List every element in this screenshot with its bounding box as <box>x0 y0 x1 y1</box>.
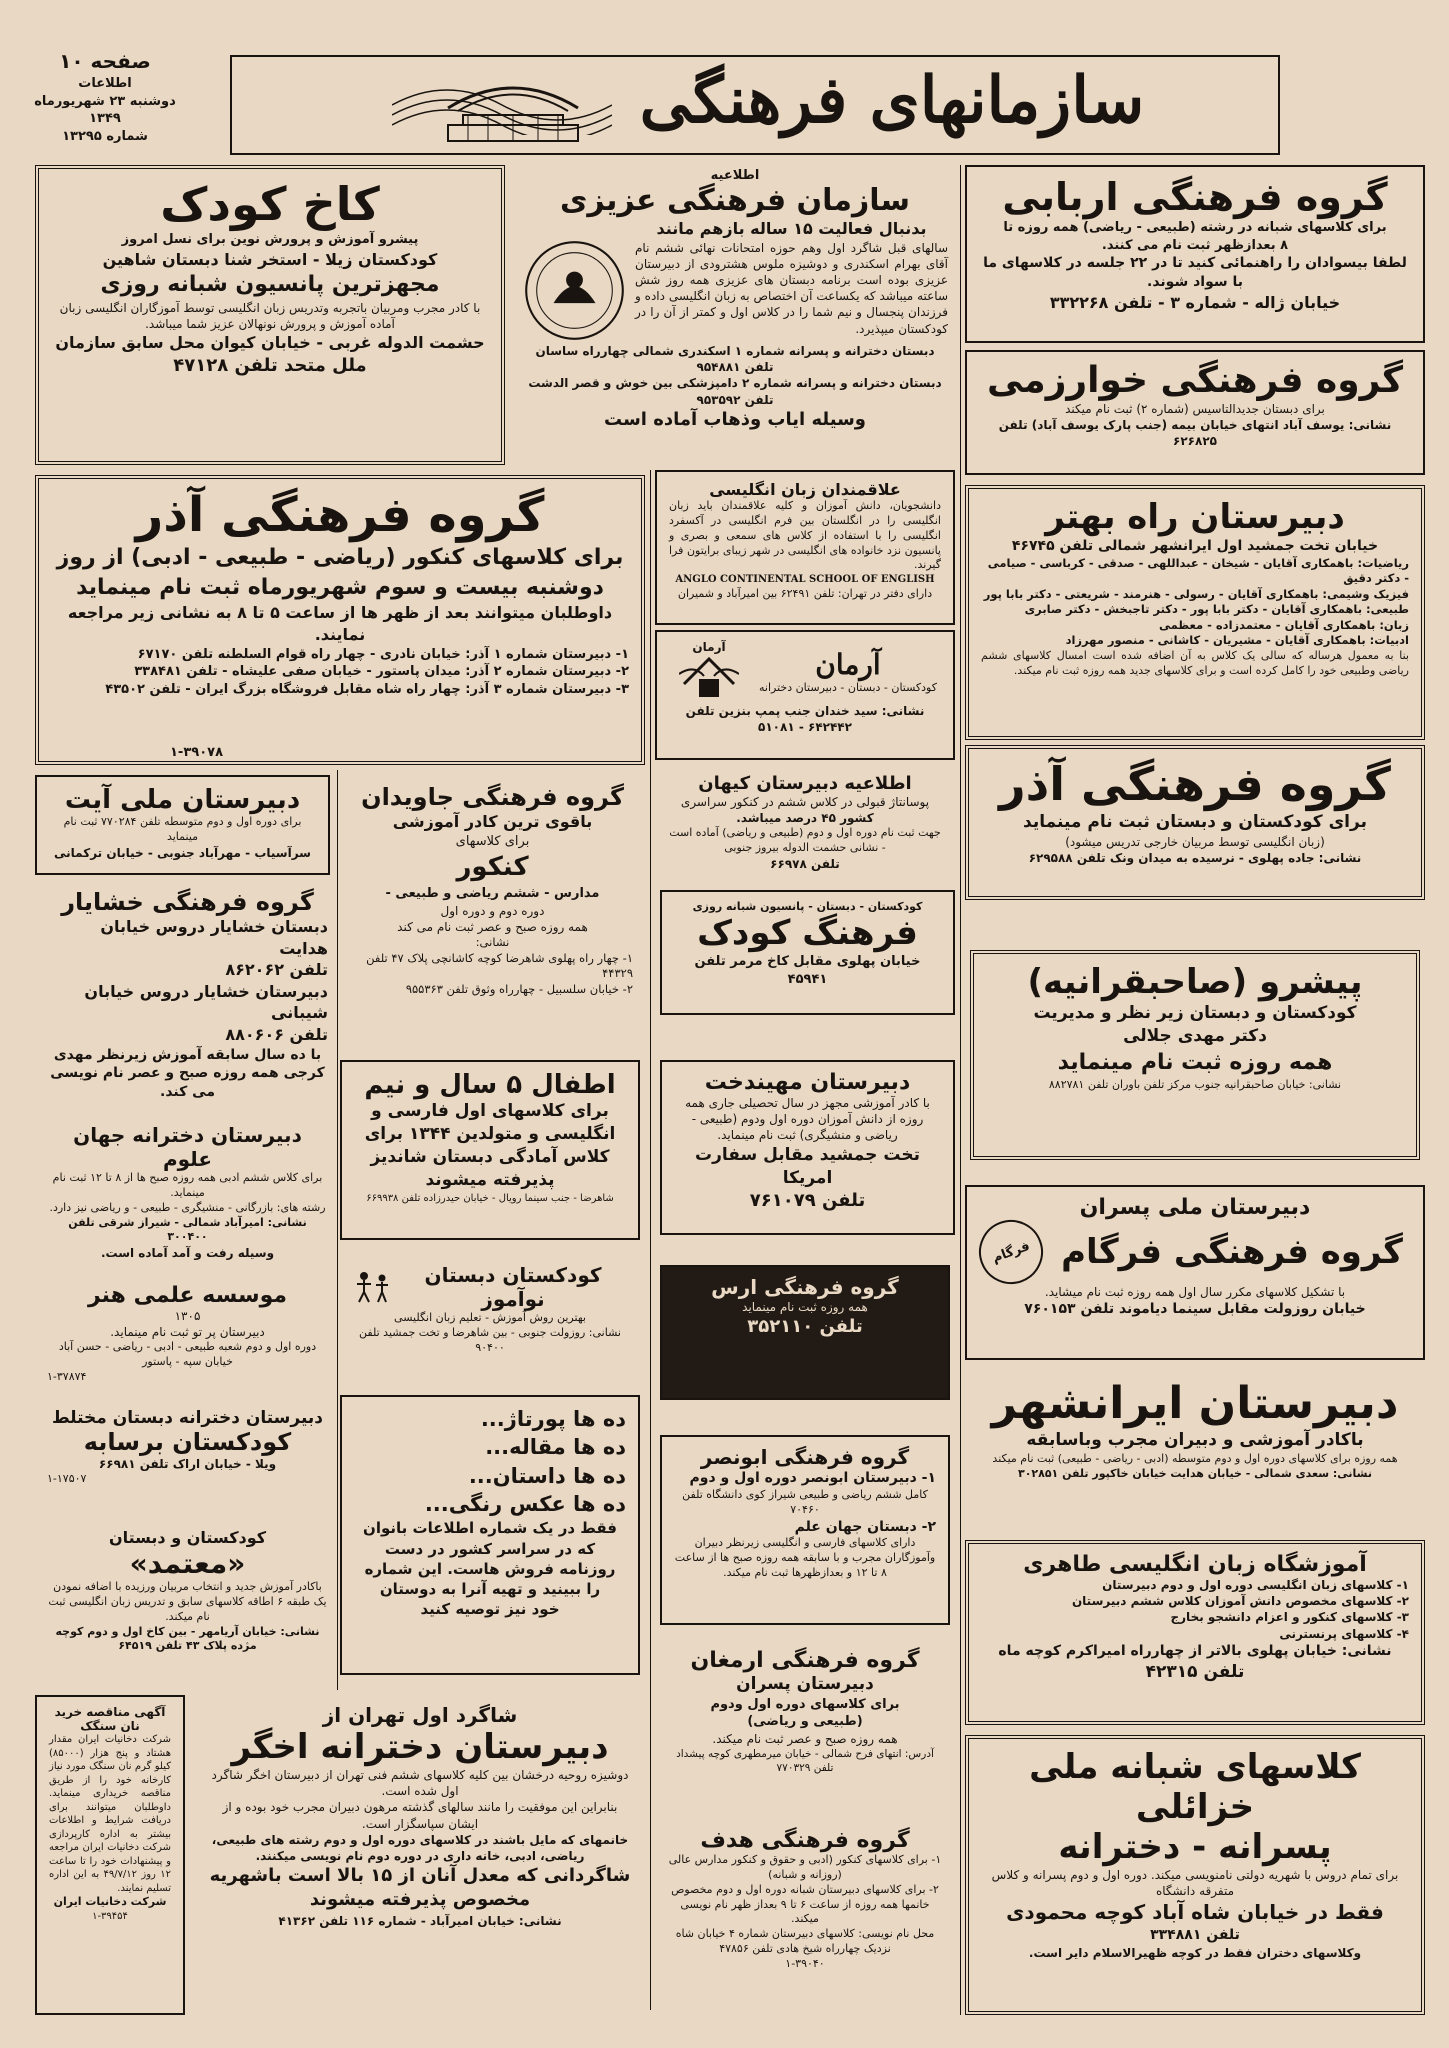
atfal-line5: شاهرضا - جنب سینما رویال - خیابان حیدرزاده تلفن ۶۶۹۹۳۸ <box>366 1192 614 1204</box>
motamed-head: کودکستان و دبستان <box>108 1528 267 1547</box>
english-body: دانشجویان، دانش آموزان و کلیه علاقمندان باید زبان انگلیسی را در انگلستان بین فرم انگلیسی در آکسفرد انگلیسی را با استفاده از کلاس های سمعی و بصری و پانسیون نزد خانواده های انگلیسی در شهر زیبای برایتون فرا گیرند. <box>669 499 941 572</box>
banner-title: گروه فرهنگی ارس <box>711 1275 899 1299</box>
dahha-line3: روزنامه فروش هاست. این شماره <box>364 1559 616 1578</box>
armaghan-title: گروه فرهنگی ارمغان <box>690 1648 920 1673</box>
hadaf-line1: ۱- برای کلاسهای کنکور (ادبی و حقوق و کنکور مدارس عالی (روزانه و شبانه) <box>668 1853 942 1881</box>
iranshahr-line2: همه روزه برای کلاسهای دوره اول و دوم متوسطه (ادبی - ریاضی - طبیعی) ثبت نام میکند <box>992 1451 1398 1465</box>
dahha-line5: خود نیز توصیه کنید <box>420 1600 560 1619</box>
rah-line4: طبیعی: باهمکاری آقایان - دکتر بابا پور - دکتر تاجبخش - دکتر صابری <box>1024 602 1409 617</box>
ad-arbabi <box>965 165 1425 343</box>
barsabe-line1: ویلا - خیابان اراک تلفن ۶۶۹۸۱ <box>98 1457 277 1471</box>
banner-line2: تلفن ۳۵۲۱۱۰ <box>747 1316 863 1338</box>
ad-akhgar <box>195 1695 645 2015</box>
ad-armaan <box>655 630 955 760</box>
azar1-code: ۱-۳۹۰۷۸ <box>170 745 224 760</box>
dahha-line2: که در سراسر کشور در دست <box>384 1539 596 1558</box>
tender-body: شرکت دخانیات ایران مقدار هشتاد و پنج هزار (۸۵۰۰۰) کیلو گرم نان سنگک مورد نیاز کارخانه خود را از طریق مناقصه خریداری مینماید. داوطلبان میتوانند برای دریافت شرایط و اطلاعات بیشتر به اداره کارپردازی شرکت دخانیات ایران مراجعه و پیشنهادات خود را تا ساعت ۱۲ روز ۴۹/۷/۱۲ به این اداره تسلیم نمایند. <box>49 1734 171 1894</box>
barsabe-title2: کودکستان برسابه <box>83 1428 292 1456</box>
javidan-line7: ۱- چهار راه پهلوی شاهرضا کوچه کاشانچی پلاک ۴۷ تلفن ۴۴۳۲۹ <box>366 950 633 981</box>
sahebqaranieh-line4: نشانی: خیابان صاحبقرانیه جنوب مرکز تلفن باوران تلفن ۸۸۲۷۸۱ <box>1048 1077 1342 1091</box>
jahan-line4: وسیله رفت و آمد آماده است. <box>100 1246 275 1261</box>
pesaran-title: دبیرستان ملی پسران <box>1079 1195 1311 1220</box>
armaghan-line4: همه روزه صبح و عصر ثبت نام میکند. <box>712 1732 898 1747</box>
khazaeli-title2: پسرانه - دخترانه <box>1058 1827 1332 1867</box>
rah-line5: زبان: باهمکاری آقایان - معتمدزاده - معظمی <box>1158 617 1409 632</box>
honar-title: موسسه علمی هنر <box>87 1283 288 1308</box>
akhgar-line1: دوشیزه روحیه درخشان بین کلیه کلاسهای ششم فنی تهران از دبیرستان اخگر شاگرد اول شده است. <box>211 1768 629 1799</box>
issue-number: شماره ۱۳۲۹۵ <box>62 128 148 144</box>
ad-khashayar <box>35 880 340 1110</box>
kharazmi-line1: برای دبستان جدیدالتاسیس (شماره ۲) ثبت نام میکند <box>1065 402 1325 416</box>
masthead-info <box>30 48 180 145</box>
arbabi-title: گروه فرهنگی اربابی <box>1002 175 1388 219</box>
akhgar-title-pre: شاگرد اول تهران از <box>322 1703 518 1727</box>
arbabi-line3: لطفا بیسوادان را راهنمائی کنید تا در ۲۲ جلسه در کلاسهای ما با سواد شوند. <box>983 255 1407 290</box>
noamooz-line1: بهترین روش آموزش - تعلیم زبان انگلیسی <box>394 1311 586 1324</box>
english-school: ANGLO CONTINENTAL SCHOOL OF ENGLISH <box>675 574 935 586</box>
banner-line1: همه روزه ثبت نام مینماید <box>742 1300 868 1314</box>
sahebqaranieh-line1: کودکستان و دبستان زیر نظر و مدیریت <box>1033 1003 1357 1023</box>
azar2-line2: (زبان انگلیسی توسط مربیان خارجی تدریس میشود) <box>1065 834 1325 849</box>
azar2-title: گروه فرهنگی آذر <box>999 757 1391 811</box>
khashayar-line2: تلفن ۸۶۲۰۶۲ <box>225 960 328 980</box>
noamooz-line2: نشانی: روزولت جنوبی - بین شاهرضا و تخت جمشید تلفن ۹۰۴۰۰ <box>359 1325 621 1354</box>
ad-hadaf <box>655 1820 955 2015</box>
ad-motamed <box>35 1520 340 1690</box>
ad-taheri <box>965 1540 1425 1725</box>
javidan-line5: دوره دوم و دوره اول <box>440 903 545 918</box>
khashayar-line5: با ده سال سابقه آموزش زیرنظر مهدی کرجی همه روزه صبح و عصر نام نویسی می کند. <box>50 1046 325 1101</box>
tender-sign: شرکت دخانیات ایران <box>53 1895 167 1908</box>
kayhan-line4: تلفن ۶۶۹۷۸ <box>770 857 840 872</box>
honar-year: ۱۳۰۵ <box>174 1309 201 1323</box>
dahha-item2: ده ها مقاله... <box>485 1435 626 1460</box>
ad-atfal <box>340 1060 640 1240</box>
javidan-line3: کنکور <box>456 852 529 883</box>
motamed-line1: باکادر آموزش جدید و انتخاب مربیان ورزیده با اضافه نمودن یک طبقه ۶ اطاقه کلاسهای سابق و تدریس زبان انگلیسی ثبت نام میکند. <box>48 1580 327 1623</box>
barsabe-title: دبیرستان دخترانه دبستان مختلط <box>51 1408 324 1428</box>
kakh-line4: با کادر مجرب ومربیان باتجربه وتدریس زبان انگلیسی توسط آموزگاران انگلیسی زبان آماده آموزش و پرورش نونهالان عزیز شما میباشد. <box>59 300 481 332</box>
armaan-logo <box>679 654 739 699</box>
armaan-line1: نشانی: سید خندان جنب پمپ بنزین تلفن ۶۴۲۴۴۲ - ۵۱۰۸۱ <box>685 704 925 735</box>
taheri-title: آموزشگاه زبان انگلیسی طاهری <box>1023 1552 1367 1577</box>
iranshahr-line3: نشانی: سعدی شمالی - خیابان هدایت خیابان خاکپور تلفن ۳۰۲۸۵۱ <box>1017 1466 1373 1480</box>
arbabi-line1: برای کلاسهای شبانه در رشته (طبیعی - ریاضی) همه روزه تا <box>1003 220 1387 235</box>
atfal-line3: کلاس آمادگی دبستان شاندیز <box>370 1146 610 1167</box>
javidan-title: گروه فرهنگی جاویدان <box>361 783 624 811</box>
ayat-title: دبیرستان ملی آیت <box>64 785 301 815</box>
ad-kharazmi <box>965 350 1425 475</box>
kayhan-line1: پوسانتاژ قبولی در کلاس ششم در کنکور سراسری <box>680 795 930 809</box>
taheri-line2: ۲- کلاسهای مخصوص دانش آموزان کلاس ششم دبیرستان <box>1071 1594 1409 1609</box>
khazaeli-line3: تلفن ۳۳۴۸۸۱ <box>1150 1927 1240 1944</box>
paper-name: اطلاعات <box>78 76 132 91</box>
akhgar-line4: شاگردانی که معدل آنان از ۱۵ بالا است باشهریه <box>209 1865 631 1887</box>
abunasr-title: گروه فرهنگی ابونصر <box>700 1445 910 1469</box>
ad-barsabe <box>35 1400 340 1515</box>
ad-honar <box>35 1275 340 1395</box>
pesaran-line1: با تشکیل کلاسهای مکرر سال اول همه روزه ثبت نام میشاید. <box>1044 1285 1346 1299</box>
atfal-title: اطفال ۵ سال و نیم <box>364 1070 616 1100</box>
javidan-line6: همه روزه صبح و عصر ثبت نام می کند <box>397 919 588 934</box>
kudak-line1: خیابان پهلوی مقابل کاخ مرمر تلفن ۴۵۹۴۱ <box>694 954 921 987</box>
dahha-item1: ده ها پورتاژ... <box>480 1407 626 1431</box>
rah-line7: بنا به معمول هرساله که سالی یک کلاس به آن اضافه شده است امسال کلاسهای ششم ریاضی وطبیعی خود را کامل کرده است و برای کلاسهای جدید همه روزه ثبت نام میکند. <box>981 648 1409 677</box>
taheri-line4: ۴- کلاسهای پرنسترنی <box>1279 1626 1409 1641</box>
english-title: علاقمندان زبان انگلیسی <box>709 480 901 499</box>
abunasr-line2: ۲- دبستان جهان علم <box>794 1518 936 1535</box>
pesaran-title2: گروه فرهنگی فرگام <box>1061 1232 1403 1272</box>
fargam-logo <box>970 1211 1052 1293</box>
motamed-title: «معتمد» <box>129 1547 246 1580</box>
javidan-line8: ۲- خیابان سلسبیل - چهارراه وثوق تلفن ۹۵۵۳۶۳ <box>405 981 633 996</box>
armaghan-line2: برای کلاسهای دوره اول ودوم <box>710 1696 900 1712</box>
armaan-sub: کودکستان - دبستان - دبیرستان دخترانه <box>759 680 937 694</box>
taheri-line6: تلفن ۴۲۳۱۵ <box>1145 1661 1245 1682</box>
fargam-logo-text: فرگام <box>990 1238 1032 1266</box>
hadaf-line2: ۲- برای کلاسهای دبیرستان شبانه دوره اول و دوم مخصوص خانمها همه روزه از ساعت ۶ تا ۹ بعداز ظهر نام نویسی میکند. <box>671 1882 939 1926</box>
column-rule <box>650 470 651 2010</box>
armaghan-line5: آدرس: انتهای فرح شمالی - خیابان میرمطهری کوچه پیشداد تلفن ۷۷۰۳۲۹ <box>676 1748 934 1775</box>
akhgar-line6: نشانی: خیابان امیرآباد - شماره ۱۱۶ تلفن ۴۱۳۶۲ <box>278 1913 562 1928</box>
ad-jahan-oloom <box>35 1115 340 1265</box>
abunasr-line1: ۱- دبیرستان ابونصر دوره اول و دوم <box>689 1470 936 1486</box>
kudak-title: فرهنگ کودک <box>697 913 918 953</box>
azizi-transport: وسیله ایاب وذهاب آماده است <box>604 408 866 430</box>
ayat-line1: برای دوره اول و دوم متوسطه تلفن ۷۷۰۲۸۴ ثبت نام مینماید <box>63 815 302 843</box>
azizi-logo <box>522 238 627 343</box>
ad-mahindokht <box>660 1060 955 1235</box>
column-rule <box>960 165 961 2015</box>
kakh-title: کاخ کودک <box>160 177 380 231</box>
ad-azar-kindergarten <box>965 745 1425 900</box>
ad-javidan <box>340 775 645 1045</box>
ayat-line2: سرآسیاب - مهرآباد جنوبی - خیابان ترکمانی <box>54 845 311 860</box>
page-number: صفحه ۱۰ <box>59 49 151 73</box>
masthead-title: سازمانهای فرهنگی <box>639 63 1145 138</box>
armaghan-line1: دبیرستان پسران <box>736 1674 874 1694</box>
tender-code: ۱-۳۹۴۵۴ <box>92 1910 128 1922</box>
kudak-head: کودکستان - دبستان - پانسیون شبانه روزی <box>692 900 923 913</box>
arbabi-line2: ۸ بعدازظهر ثبت نام می کنند. <box>1101 237 1289 253</box>
ad-sahebqaranieh <box>970 950 1420 1160</box>
column-rule <box>337 770 338 1690</box>
akhgar-line3: خانمهای که مایل باشند در کلاسهای دوره اول و دوم رشته های طبیعی، ریاضی، ادبی، خانه داری در دوره دوم نام نویسی میکنند. <box>211 1832 629 1863</box>
honar-line2: دوره اول و دوم شعبه طبیعی - ادبی - ریاضی - حسن آباد <box>58 1340 317 1354</box>
ad-tender <box>35 1695 185 2015</box>
kakh-line6: ملل متحد تلفن ۴۷۱۲۸ <box>173 354 367 376</box>
rah-title: دبیرستان راه بهتر <box>1045 497 1345 537</box>
akhgar-line5: مخصوص پذیرفته میشوند <box>309 1889 531 1911</box>
azar1-address1: ۱- دبیرستان شماره ۱ آذر: خیابان نادری - چهار راه قوام السلطنه تلفن ۶۷۱۷۰ <box>137 646 629 662</box>
taheri-line5: نشانی: خیابان پهلوی بالاتر از چهارراه امیراکرم کوچه ماه <box>998 1642 1392 1659</box>
kakh-line2: کودکستان زیلا - استخر شنا دبستان شاهین <box>102 249 438 269</box>
mohandes-line3: تلفن ۷۶۱۰۷۹ <box>749 1190 866 1212</box>
english-line2: دارای دفتر در تهران: تلفن ۶۲۴۹۱ بین امیرآباد و شمیران <box>677 586 933 600</box>
taheri-line3: ۳- کلاسهای کنکور و اعزام دانشجو بخارج <box>1170 1610 1409 1625</box>
javidan-line4: مدارس - ششم ریاضی و طبیعی - <box>385 886 600 902</box>
dahha-line4: را ببینید و تهیه آنرا به دوستان <box>379 1580 601 1599</box>
khashayar-line4: تلفن ۸۸۰۶۰۶ <box>225 1024 328 1044</box>
azizi-notice: اطلاعیه <box>710 168 760 183</box>
masthead <box>230 55 1280 155</box>
azar1-address3: ۳- دبیرستان شماره ۳ آذر: چهار راه شاه مقابل فروشگاه بزرگ ایران - تلفن ۴۳۵۰۲ <box>105 681 629 697</box>
azar1-line2: دوشنبه بیست و سوم شهریورماه ثبت نام مینماید <box>76 574 604 600</box>
jahan-title: دبیرستان دخترانه جهان علوم <box>73 1123 302 1171</box>
hadaf-code: ۱-۳۹۰۴۰ <box>785 1956 825 1970</box>
mohandes-line1: با کادر آموزشی مجهز در سال تحصیلی جاری همه روزه از دانش آموزان دوره اول ودوم (طبیعی - ریاضی و منشیگری) ثبت نام مینماید. <box>685 1096 930 1143</box>
khashayar-line3: دبیرستان خشایار دروس خیابان شیبانی <box>84 981 328 1023</box>
abunasr-line4: دارای کلاسهای فارسی و انگلیسی زیرنظر دبیران وآموزگاران مجرب و با سابقه همه روزه صبح ها از ساعت ۸ تا ۱۲ و بعدازظهرها ثبت نام میکند. <box>674 1536 936 1580</box>
azar2-line3: نشانی: جاده پهلوی - نرسیده به میدان ونک تلفن ۶۲۹۵۸۸ <box>1028 851 1362 866</box>
ad-ayat <box>35 775 330 875</box>
javidan-line1: باقوی ترین کادر آموزشی <box>392 812 593 831</box>
ad-abunasr <box>660 1435 950 1625</box>
jahan-line2: رشته های: بازرگانی - منشیگری - طبیعی - و ریاضی نیز دارد. <box>49 1200 326 1214</box>
khashayar-line1: دبستان خشایار دروس خیابان هدایت <box>100 917 328 958</box>
atfal-line1: برای کلاسهای اول فارسی و <box>371 1101 609 1121</box>
kharazmi-title: گروه فرهنگی خوارزمی <box>986 360 1404 401</box>
azar1-line3: داوطلبان میتوانند بعد از ظهر ها از ساعت ۵ تا ۸ به نشانی زیر مراجعه نمایند. <box>67 603 613 644</box>
mohandes-title: دبیرستان مهیندخت <box>704 1070 911 1095</box>
hadaf-line3: محل نام نویسی: کلاسهای دبیرستان شماره ۴ خیابان شاه نزدیک چهارراه شیخ هادی تلفن ۴۷۸۵۶ <box>675 1927 935 1956</box>
atfal-line2: انگلیسی و متولدین ۱۳۴۴ برای <box>364 1123 616 1144</box>
ad-noamooz <box>340 1255 640 1380</box>
mohandes-line2: تخت جمشید مقابل سفارت امریکا <box>694 1144 920 1188</box>
ad-english <box>655 470 955 625</box>
azizi-branch2: دبستان دخترانه و پسرانه شماره ۲ دامپزشکی بین خوش و قصر الدشت تلفن ۹۵۳۵۹۲ <box>528 376 942 407</box>
kakh-line5: حشمت الدوله غربی - خیابان کیوان محل سابق سازمان <box>55 333 485 353</box>
kayhan-line2: کشور ۴۵ درصد میباشد. <box>736 811 874 826</box>
ad-kakh-kudak <box>35 165 505 465</box>
dahha-item4: ده ها عکس رنگی... <box>424 1492 626 1517</box>
dahha-item3: ده ها داستان... <box>468 1463 626 1488</box>
taheri-line1: ۱- کلاسهای زبان انگلیسی دوره اول و دوم دبیرستان <box>1102 1578 1409 1592</box>
kharazmi-line2: نشانی: یوسف آباد انتهای خیابان بیمه (جنب پارک یوسف آباد) تلفن ۶۲۶۸۲۵ <box>998 418 1392 449</box>
tender-title: آگهی مناقصه خرید نان سنگک <box>54 1705 166 1733</box>
javidan-line9: نشانی: <box>475 935 510 950</box>
ad-azizi <box>510 160 960 460</box>
armaghan-line3: (طبیعی و ریاضی) <box>747 1714 863 1730</box>
akhgar-line2: بنابراین این موفقیت را مانند سالهای گذشته مرهون دبیران مجرب خود بوده و از ایشان سپاسگزار است. <box>222 1800 618 1831</box>
azizi-sub: بدنبال فعالیت ۱۵ ساله بازهم مانند <box>656 219 927 238</box>
ad-azar-konkur <box>35 475 645 765</box>
children-icon <box>352 1270 392 1304</box>
ad-iranshahr <box>965 1370 1425 1535</box>
rah-line1: خیابان تخت جمشید اول ایرانشهر شمالی تلفن ۴۶۷۴۵ <box>1011 538 1379 554</box>
azizi-title: سازمان فرهنگی عزیزی <box>559 183 911 218</box>
hadaf-title: گروه فرهنگی هدف <box>700 1828 910 1853</box>
kayhan-title: اطلاعیه دبیرستان کیهان <box>698 773 912 794</box>
kakh-line1: پیشرو آموزش و پرورش نوین برای نسل امروز <box>121 232 419 247</box>
masthead-waves <box>392 65 612 135</box>
ad-banner-aras <box>660 1265 950 1400</box>
kayhan-line3: جهت ثبت نام دوره اول و دوم (طبیعی و ریاضی) آماده است - نشانی حشمت الدوله بیروز جنوبی <box>669 826 941 855</box>
ad-rah-behtar <box>965 485 1425 740</box>
khazaeli-line4: وکلاسهای دختران فقط در کوچه ظهیرالاسلام دایر است. <box>1028 1946 1362 1961</box>
armaan-title: آرمان <box>815 647 881 681</box>
iranshahr-title: دبیرستان ایرانشهر <box>991 1378 1399 1429</box>
motamed-line2: نشانی: خیابان آریامهر - بین کاخ اول و دوم کوچه مژده پلاک ۴۳ تلفن ۶۴۵۱۹ <box>55 1624 320 1653</box>
akhgar-title: دبیرستان دخترانه اخگر <box>231 1727 609 1767</box>
jahan-line3: نشانی: امیرآباد شمالی - شیراز شرقی تلفن ۳۰۰۴۰۰ <box>68 1215 307 1244</box>
azizi-body: سالهای قبل شاگرد اول وهم حوزه امتحانات نهائی ششم نام آقای بهرام اسکندری و دوشیزه ملوس هشترودی از دبیرستان عزیزی بوده است برنامه دبستان های عزیزی همه روز شش ساعته میباشد که یکساعت آن اختصاص به زبان انگلیسی داده و فرزندان پنجسال و نیم شما را در کلاس اول و کمتر از آن را در کودکستان میپذیرد. <box>635 240 948 336</box>
khazaeli-line1: برای تمام دروس با شهریه دولتی نامنویسی میکند. دوره اول و دوم پسرانه و کلاس متفرقه دانشگاه <box>991 1868 1399 1899</box>
sahebqaranieh-title: پیشرو (صاحبقرانیه) <box>1027 962 1363 1002</box>
abunasr-line3: کامل ششم ریاضی و طبیعی شیراز کوی دانشگاه تلفن ۷۰۴۶۰ <box>682 1487 928 1516</box>
javidan-line2: برای کلاسهای <box>455 833 530 849</box>
azizi-branch1: دبستان دخترانه و پسرانه شماره ۱ اسکندری شمالی چهارراه ساسان تلفن ۹۵۴۸۸۱ <box>535 344 935 375</box>
sahebqaranieh-line3: همه روزه ثبت نام مینماید <box>1057 1049 1333 1075</box>
azar1-line1: برای کلاسهای کنکور (ریاضی - طبیعی - ادبی) از روز <box>56 545 624 570</box>
khazaeli-title: کلاسهای شبانه ملی خزائلی <box>1029 1747 1361 1827</box>
honar-line3: خیابان سپه - پاستور <box>142 1355 233 1369</box>
kakh-line3: مجهزترین پانسیون شبانه روزی <box>100 272 440 298</box>
rah-line2: ریاضیات: باهمکاری آقایان - شیخان - عبداللهی - صدقی - کرباسی - صیامی - دکتر دقیق <box>987 555 1409 586</box>
sahebqaranieh-line2: دکتر مهدی جلالی <box>1123 1025 1267 1046</box>
ad-kayhan <box>655 765 955 885</box>
jahan-line1: برای کلاس ششم ادبی همه روزه صبح ها از ۸ تا ۱۲ ثبت نام مینماید. <box>52 1171 323 1199</box>
honar-code: ۱-۳۷۸۷۴ <box>47 1370 87 1384</box>
khashayar-title: گروه فرهنگی خشایار <box>61 888 314 916</box>
iranshahr-line1: باکادر آموزشی و دبیران مجرب وباسابقه <box>1026 1430 1364 1450</box>
dahha-line1: فقط در یک شماره اطلاعات بانوان <box>363 1519 617 1538</box>
ad-pesaran-fargam <box>965 1185 1425 1360</box>
azar1-address2: ۲- دبیرستان شماره ۲ آذر: میدان پاستور - خیابان صفی علیشاه - تلفن ۳۳۸۴۸۱ <box>134 664 629 680</box>
ad-khazaeli <box>965 1735 1425 2015</box>
rah-line6: ادبیات: باهمکاری آقایان - مشیریان - کاشانی - منصور مهرزاد <box>1065 633 1409 648</box>
khazaeli-line2: فقط در خیابان شاه آباد کوچه محمودی <box>1006 1900 1384 1925</box>
ad-farhang-kudak <box>660 890 955 1015</box>
rah-line3: فیزیک وشیمی: باهمکاری آقایان - رسولی - هنرمند - شریعتی - دکتر بابا پور <box>983 586 1409 601</box>
honar-line1: دبیرستان پر تو ثبت نام مینماید. <box>110 1325 265 1340</box>
armaan-logo-text: آرمان <box>692 640 726 654</box>
ad-armaghan <box>660 1640 950 1815</box>
azar2-line1: برای کودکستان و دبستان ثبت نام مینماید <box>1023 812 1367 832</box>
atfal-line4: پذیرفته میشوند <box>425 1169 555 1190</box>
ad-bananan-issue <box>340 1395 640 1675</box>
azar1-title: گروه فرهنگی آذر <box>135 487 545 543</box>
noamooz-title: کودکستان دبستان نوآموز <box>424 1263 602 1311</box>
barsabe-code: ۱-۱۷۵۰۷ <box>47 1472 87 1486</box>
issue-date: دوشنبه ۲۳ شهریورماه ۱۳۴۹ <box>34 93 176 127</box>
pesaran-line2: خیابان روزولت مقابل سینما دیاموند تلفن ۷۶۰۱۵۳ <box>1024 1301 1366 1318</box>
arbabi-line4: خیابان ژاله - شماره ۳ - تلفن ۳۳۲۲۶۸ <box>1049 292 1341 312</box>
